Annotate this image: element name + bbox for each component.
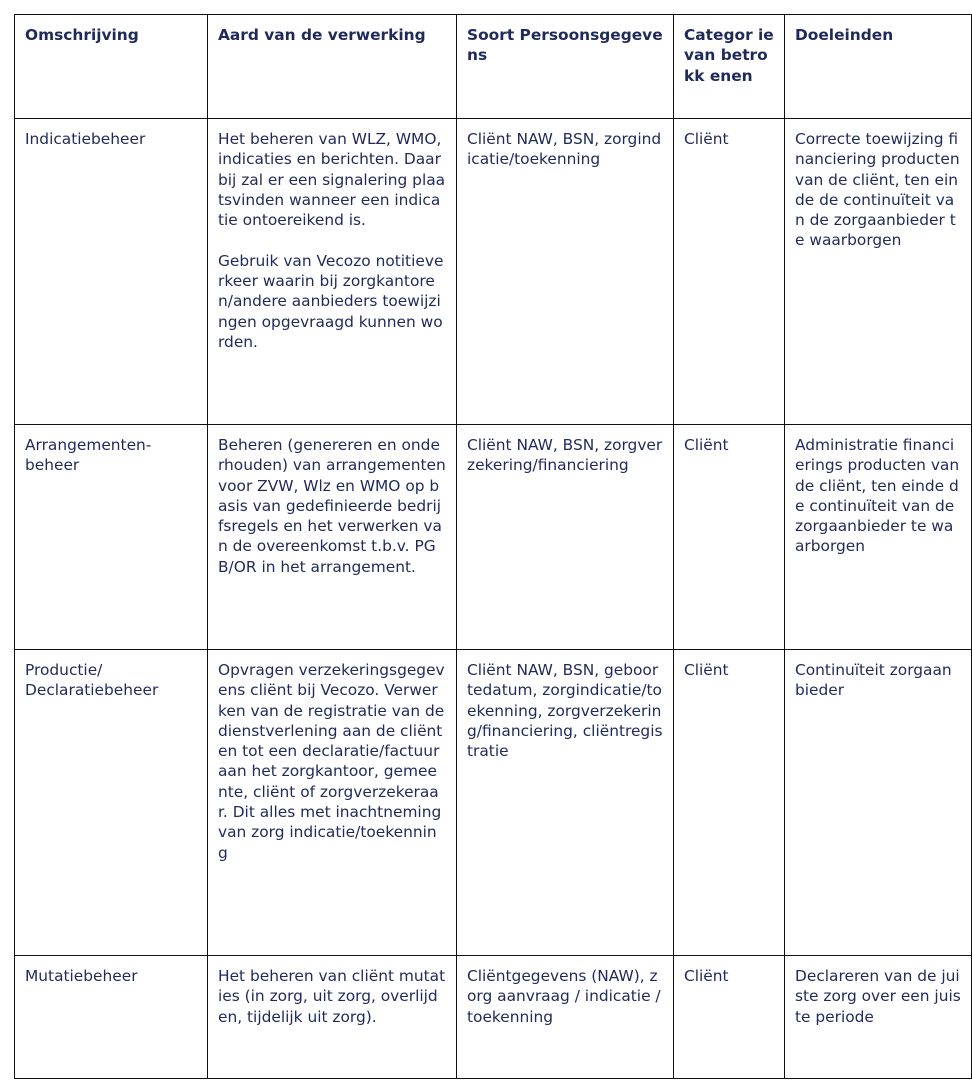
cell-omschrijving	[15, 119, 208, 425]
header-aard-van-de-verwerking: Aard van de verwerking	[208, 15, 457, 119]
cell-omschrijving	[15, 650, 208, 956]
table-row	[15, 425, 972, 650]
cell-text: Mutatiebeheer	[25, 967, 138, 985]
cell-text: Cliënt NAW, BSN, zorgverzekering/financiering	[467, 436, 663, 475]
cell-text: Opvragen verzekeringsgegevens cliënt bij Vecozo. Verwerken van de registratie van de dienstverlening aan de cliënten tot een declaratie/factuur aan het zorgkantoor, gemeente, cliënt of zorgverzekeraar. Dit alles met inachtneming van zorg indicatie/toekenning	[218, 661, 445, 862]
cell-text: Correcte toewijzing financiering producten van de cliënt, ten einde de continuïteit van de zorgaanbieder te waarborgen	[795, 130, 960, 250]
cell-text: Het beheren van WLZ, WMO, indicaties en berichten. Daarbij zal er een signalering plaatsvinden wanneer een indicatie ontoereikend is. Gebruik van Vecozo notitieverkeer waarin bij zorgkantoren/andere aanbieders toewijzingen opgevraagd kunnen worden.	[218, 130, 446, 351]
cell-categorie	[674, 425, 785, 650]
cell-soort	[457, 650, 674, 956]
header-categorie-van-betrokkenen: Categor ie van betrokk enen	[674, 15, 785, 119]
table-row	[15, 956, 972, 1079]
cell-text: Cliënt	[684, 661, 729, 679]
table-header-row	[15, 15, 972, 119]
cell-aard	[208, 425, 457, 650]
header-soort-persoonsgegevens: Soort Persoonsgegevens	[457, 15, 674, 119]
cell-doeleinden	[785, 425, 972, 650]
cell-text: Cliënt NAW, BSN, zorgindicatie/toekenning	[467, 130, 662, 169]
cell-text: Cliëntgegevens (NAW), zorg aanvraag / indicatie / toekenning	[467, 967, 661, 1026]
cell-text: Declareren van de juiste zorg over een juiste periode	[795, 967, 961, 1026]
cell-soort	[457, 425, 674, 650]
cell-categorie	[674, 956, 785, 1079]
cell-omschrijving	[15, 956, 208, 1079]
cell-text: Productie/ Declaratiebeheer	[25, 661, 159, 700]
cell-categorie	[674, 119, 785, 425]
cell-text: Beheren (genereren en onderhouden) van arrangementen voor ZVW, Wlz en WMO op basis van gedefinieerde bedrijfsregels en het verwerken van de overeenkomst t.b.v. PGB/OR in het arrangement.	[218, 436, 446, 576]
cell-text: Cliënt	[684, 130, 729, 148]
cell-text: Continuïteit zorgaanbieder	[795, 661, 952, 700]
header-omschrijving: Omschrijving	[15, 15, 208, 119]
cell-doeleinden	[785, 956, 972, 1079]
cell-text: Het beheren van cliënt mutaties (in zorg, uit zorg, overlijden, tijdelijk uit zorg).	[218, 967, 446, 1026]
cell-soort	[457, 956, 674, 1079]
cell-doeleinden	[785, 650, 972, 956]
cell-aard	[208, 119, 457, 425]
cell-text: Arrangementen- beheer	[25, 436, 152, 475]
cell-soort	[457, 119, 674, 425]
cell-text: Cliënt	[684, 436, 729, 454]
table-row	[15, 119, 972, 425]
cell-text: Cliënt NAW, BSN, geboortedatum, zorgindicatie/toekenning, zorgverzekering/financiering, cliëntregistratie	[467, 661, 663, 761]
processing-table	[14, 14, 972, 1079]
cell-omschrijving	[15, 425, 208, 650]
cell-text: Administratie financierings producten van de cliënt, ten einde de continuïteit van de zorgaanbieder te waarborgen	[795, 436, 960, 556]
cell-text: Indicatiebeheer	[25, 130, 146, 148]
table-row	[15, 650, 972, 956]
cell-aard	[208, 956, 457, 1079]
cell-text: Cliënt	[684, 967, 729, 985]
header-doeleinden: Doeleinden	[785, 15, 972, 119]
cell-categorie	[674, 650, 785, 956]
cell-aard	[208, 650, 457, 956]
cell-doeleinden	[785, 119, 972, 425]
